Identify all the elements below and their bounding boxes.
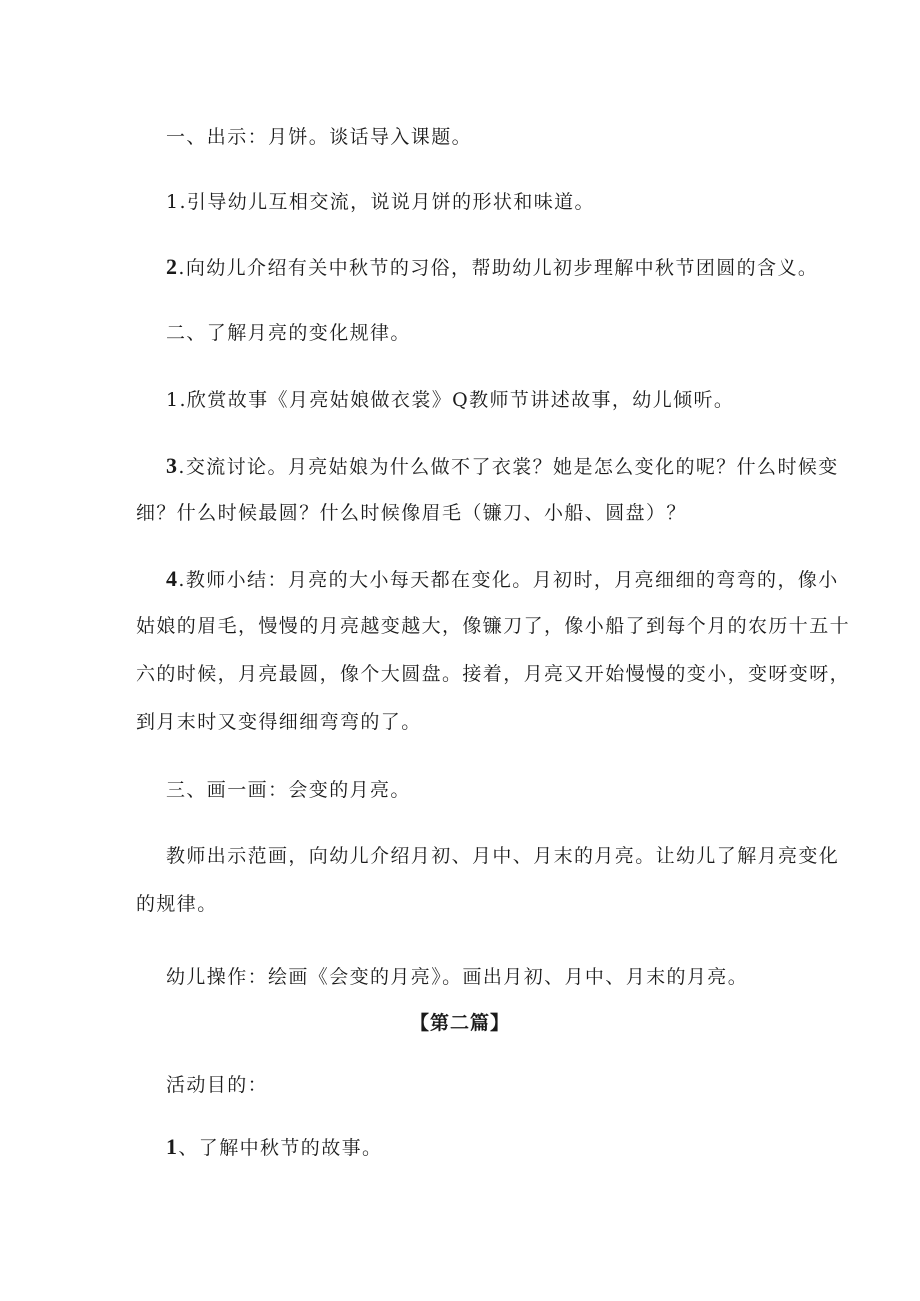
paragraph-summary-line-2: 姑娘的眉毛，慢慢的月亮越变越大，像镰刀了，像小船了到每个月的农历十五十 (136, 615, 851, 637)
paragraph-step-1: 1.引导幼儿互相交流，说说月饼的形状和味道。 (166, 191, 595, 213)
paragraph-summary-line-3: 六的时候，月亮最圆，像个大圆盘。接着，月亮又开始慢慢的变小，变呀变呀， (136, 663, 851, 685)
part-two-heading: 【第二篇】 (409, 1012, 510, 1034)
step-number: 3 (166, 453, 179, 478)
goal-number: 1 (166, 1134, 179, 1159)
paragraph-story: 1.欣赏故事《月亮姑娘做衣裳》Q教师节讲述故事，幼儿倾听。 (166, 389, 735, 411)
paragraph-demo: 教师出示范画，向幼儿介绍月初、月中、月末的月亮。让幼儿了解月亮变化 (166, 845, 840, 867)
paragraph-section-3-heading: 三、画一画：会变的月亮。 (166, 779, 411, 801)
activity-goal-1 (166, 1134, 382, 1161)
activity-goal-label: 活动目的： (166, 1074, 269, 1096)
paragraph-discussion (166, 453, 839, 480)
step-text: .向幼儿介绍有关中秋节的习俗，帮助幼儿初步理解中秋节团圆的含义。 (178, 257, 819, 279)
goal-text: 、了解中秋节的故事。 (178, 1137, 383, 1159)
step-text: .教师小结：月亮的大小每天都在变化。月初时，月亮细细的弯弯的，像小 (178, 569, 839, 591)
step-text: .交流讨论。月亮姑娘为什么做不了衣裳？她是怎么变化的呢？什么时候变 (178, 456, 839, 478)
paragraph-section-2-heading: 二、了解月亮的变化规律。 (166, 322, 411, 344)
paragraph-operation: 幼儿操作：绘画《会变的月亮》。画出月初、月中、月末的月亮。 (166, 966, 749, 988)
paragraph-discussion-cont: 细？什么时候最圆？什么时候像眉毛（镰刀、小船、圆盘）？ (136, 502, 687, 524)
paragraph-demo-cont: 的规律。 (136, 893, 218, 915)
step-number: 4 (166, 566, 179, 591)
paragraph-summary (166, 566, 839, 593)
step-number: 2 (166, 254, 179, 279)
paragraph-intro-heading: 一、出示：月饼。谈话导入课题。 (166, 126, 473, 148)
paragraph-step-2 (166, 254, 818, 281)
paragraph-summary-line-4: 到月末时又变得细细弯弯的了。 (136, 711, 422, 733)
